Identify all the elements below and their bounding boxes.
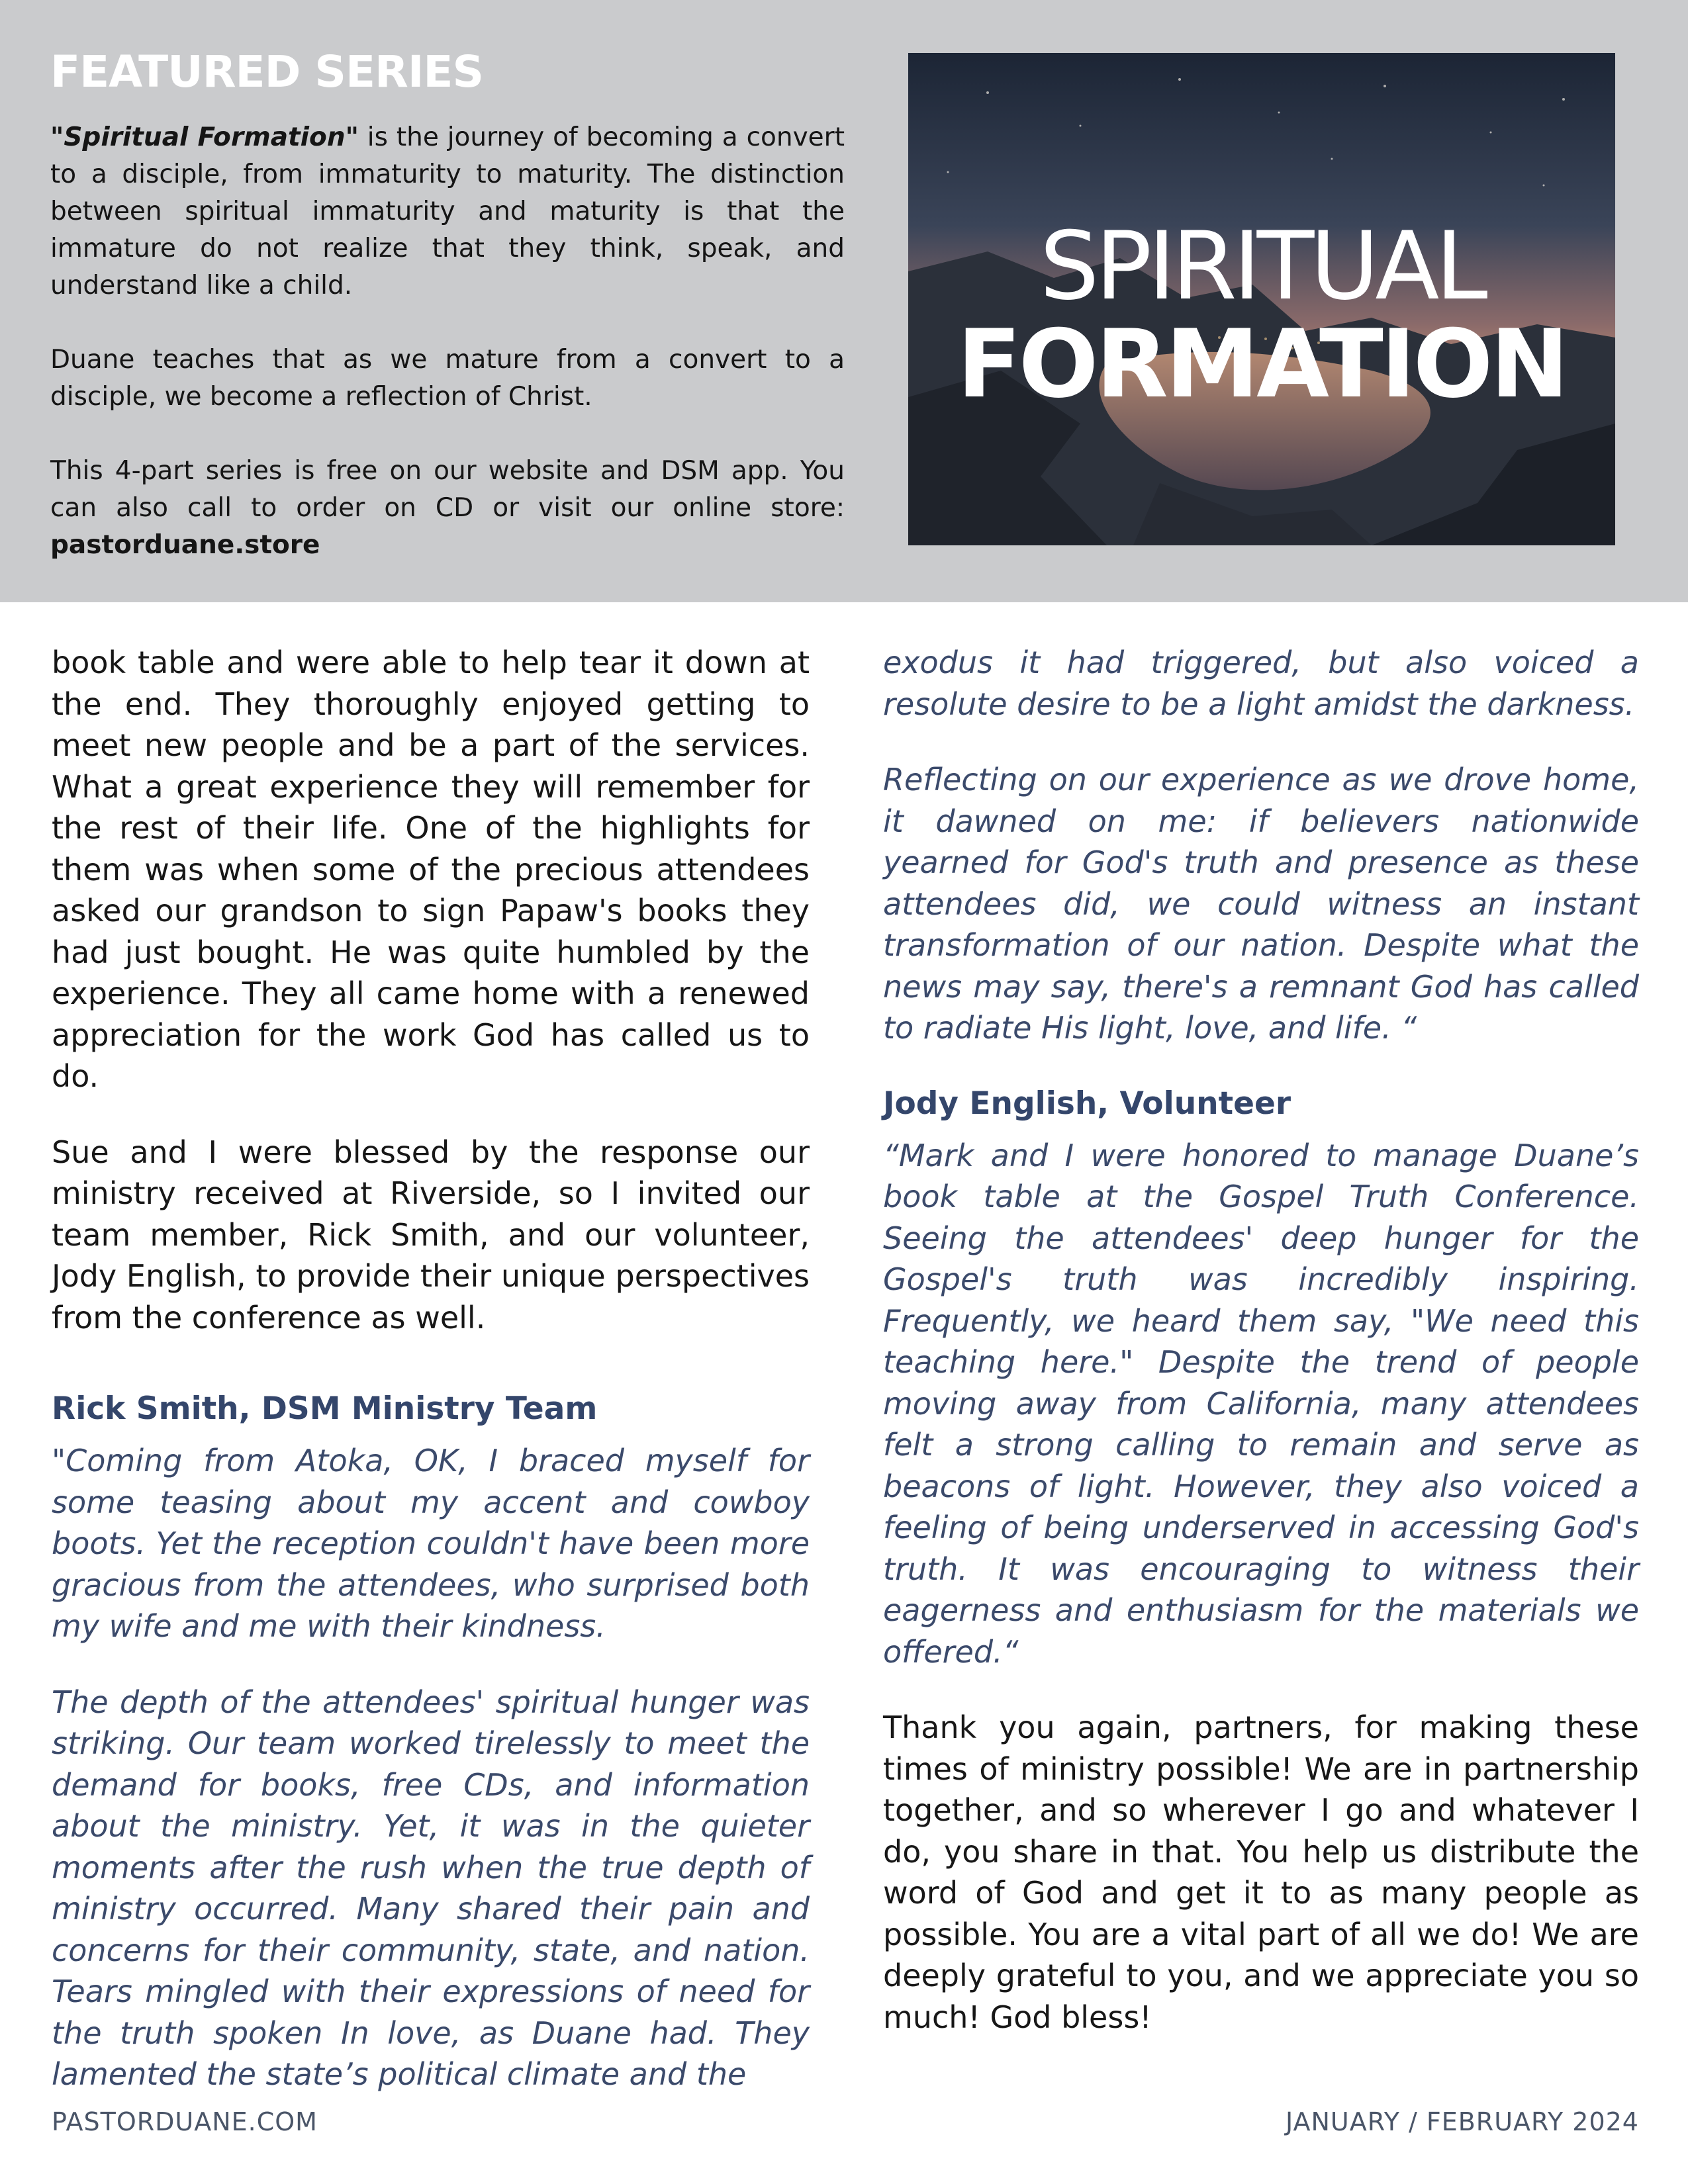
featured-series-band xyxy=(0,0,1688,602)
featured-paragraph-1 xyxy=(50,119,845,304)
right-column xyxy=(883,642,1639,2072)
rick-quote-2: The depth of the attendees' spiritual hunger was striking. Our team worked tirelessly to meet the demand for books, free CDs, and information about the ministry. Yet, it was in the quieter moments after the rush when the true depth of ministry occurred. Many shared their pain and concerns for their community, state, and nation. Tears mingled with their expressions of need for the truth spoken In love, as Duane had. They lamented the state’s political climate and the xyxy=(52,1684,810,2092)
featured-paragraph-3 xyxy=(50,453,845,564)
featured-description xyxy=(50,119,845,564)
featured-paragraph-3-text: This 4-part series is free on our website and DSM app. You can also call to order on CD or visit our online store: xyxy=(50,456,845,523)
promo-title-line-1: SPIRITUAL xyxy=(1039,212,1484,321)
promo-title-line-2: FORMATION xyxy=(957,310,1567,419)
featured-paragraph-1-text: is the journey of becoming a convert to a disciple, from immaturity to maturity. The distinction between spiritual immaturity and maturity is that the immature do not realize that they think, speak, and understand like a child. xyxy=(50,122,845,300)
rick-smith-heading: Rick Smith, DSM Ministry Team xyxy=(52,1390,598,1427)
rick-quote-3: exodus it had triggered, but also voiced a resolute desire to be a light amidst the darkness. xyxy=(883,645,1639,722)
featured-heading: FEATURED SERIES xyxy=(50,46,484,97)
left-paragraph-1: book table and were able to help tear it down at the end. They thoroughly enjoyed getting to meet new people and be a part of the services. What a great experience they will remember for the rest of their life. One of the highlights for them was when some of the precious attendees asked our grandson to sign Papaw's books they had just bought. He was quite humbled by the experience. They all came home with a renewed appreciation for the work God has called us to do. xyxy=(52,645,810,1094)
series-promo-image xyxy=(908,53,1615,545)
rick-quote-1: "Coming from Atoka, OK, I braced myself for some teasing about my accent and cowboy boots. Yet the reception couldn't have been more gracious from the attendees, who surprised both my wife and me with their kindness. xyxy=(52,1443,810,1644)
left-column xyxy=(52,642,810,2130)
closing-paragraph: Thank you again, partners, for making these times of ministry possible! We are in partnership together, and so wherever I go and whatever I do, you share in that. You help us distribute the word of God and get it to as many people as possible. You are a vital part of all we do! We are deeply grateful to you, and we appreciate you so much! God bless! xyxy=(883,1709,1639,2035)
jody-english-heading: Jody English, Volunteer xyxy=(883,1085,1291,1122)
rick-quote-4: Reflecting on our experience as we drove home, it dawned on me: if believers nationwide yearned for God's truth and presence as these attendees did, we could witness an instant transformation of our nation. Despite what the news may say, there's a remnant God has called to radiate His light, love, and life. “ xyxy=(883,762,1639,1046)
jody-quote: “Mark and I were honored to manage Duane’s book table at the Gospel Truth Conference. Seeing the attendees' deep hunger for the Gospel's truth was incredibly inspiring. Frequently, we heard them say, "We need this teaching here." Despite the trend of people moving away from California, many attendees felt a strong calling to remain and serve as beacons of light. However, they also voiced a feeling of being underserved in accessing God's truth. It was encouraging to witness their eagerness and enthusiasm for the materials we offered.“ xyxy=(883,1137,1639,1670)
series-name: "Spiritual Formation" xyxy=(50,122,359,152)
promo-title xyxy=(908,212,1615,419)
footer-issue-date: JANUARY / FEBRUARY 2024 xyxy=(1285,2107,1639,2136)
featured-paragraph-2: Duane teaches that as we mature from a convert to a disciple, we become a reflection of Christ. xyxy=(50,345,845,412)
footer-website[interactable]: PASTORDUANE.COM xyxy=(52,2107,318,2136)
left-paragraph-2: Sue and I were blessed by the response our ministry received at Riverside, so I invited our team member, Rick Smith, and our volunteer, Jody English, to provide their unique perspectives from the conference as well. xyxy=(52,1134,810,1336)
store-link[interactable]: pastorduane.store xyxy=(50,530,320,560)
